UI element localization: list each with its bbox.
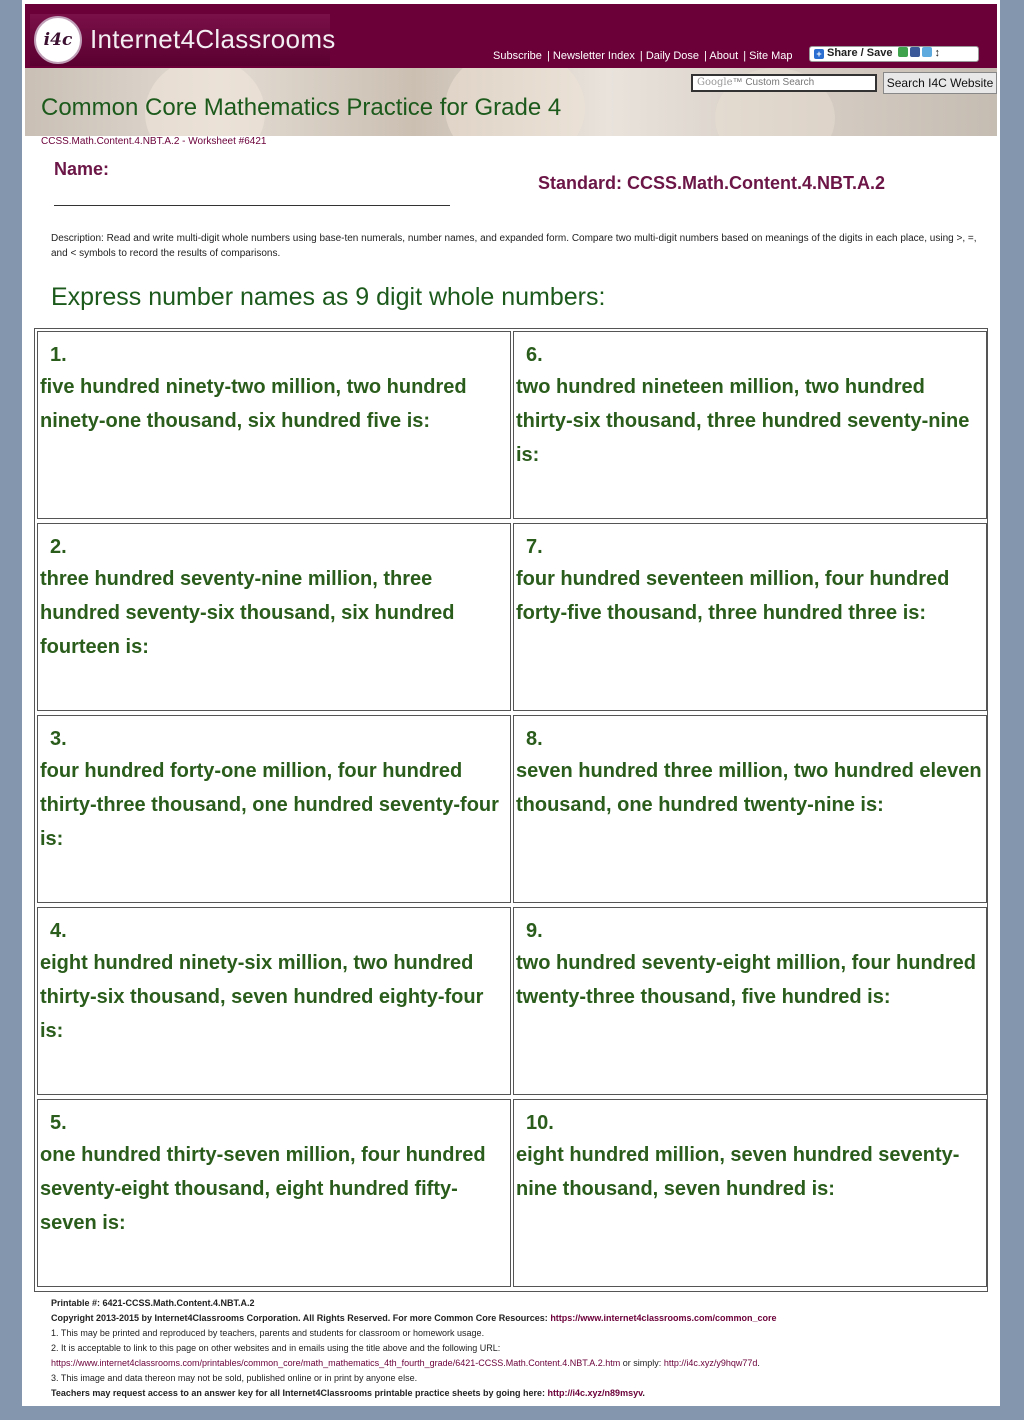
- site-header: [25, 4, 997, 68]
- problem-text: seven hundred three million, two hundred eleven thousand, one hundred twenty-nine is:: [516, 760, 982, 816]
- worksheet-url-link[interactable]: https://www.internet4classrooms.com/printables/common_core/math_mathematics_4th_fourth_grade/6421-CCSS.Math.Content.4.NBT.A.2.htm: [51, 1358, 621, 1368]
- answer-key-text: Teachers may request access to an answer key for all Internet4Classrooms printable practice sheets by going here:: [51, 1388, 546, 1398]
- problem-number: 9.: [526, 920, 543, 942]
- printable-id: Printable #: 6421-CCSS.Math.Content.4.NBT.A.2: [51, 1298, 255, 1308]
- problem-cell: [513, 523, 987, 711]
- share-save-button[interactable]: + Share / Save ↕: [809, 46, 979, 62]
- answer-key-link[interactable]: http://i4c.xyz/n89msyv: [547, 1388, 643, 1398]
- problem-text: four hundred forty-one million, four hundred thirty-three thousand, one hundred seventy-four is:: [40, 760, 499, 850]
- footer-note-3: 3. This image and data thereon may not be sold, published online or in print by anyone else.: [51, 1373, 418, 1383]
- problem-cell: [513, 1099, 987, 1287]
- problem-cell: [513, 907, 987, 1095]
- top-nav: Subscribe | Newsletter Index | Daily Dose | About | Site Map: [493, 50, 793, 62]
- problem-number: 4.: [50, 920, 67, 942]
- instructions: Express number names as 9 digit whole numbers:: [51, 283, 606, 311]
- problem-cell: [37, 331, 511, 519]
- name-line: [54, 205, 450, 206]
- problem-text: three hundred seventy-nine million, three hundred seventy-six thousand, six hundred fourteen is:: [40, 568, 455, 658]
- short-url-link[interactable]: http://i4c.xyz/y9hqw77d: [663, 1358, 758, 1368]
- email-share-icon: [898, 47, 908, 57]
- problem-text: eight hundred ninety-six million, two hundred thirty-six thousand, seven hundred eighty-four is:: [40, 952, 484, 1042]
- worksheet-page: [22, 0, 1000, 1406]
- problem-number: 5.: [50, 1112, 67, 1134]
- nav-newsletter-index[interactable]: Newsletter Index: [552, 50, 635, 62]
- problem-text: two hundred seventy-eight million, four hundred twenty-three thousand, five hundred is:: [516, 952, 976, 1008]
- problem-number: 1.: [50, 344, 67, 366]
- facebook-icon: [910, 47, 920, 57]
- problem-number: 3.: [50, 728, 67, 750]
- nav-about[interactable]: About: [709, 50, 739, 62]
- nav-daily-dose[interactable]: Daily Dose: [645, 50, 700, 62]
- problem-number: 7.: [526, 536, 543, 558]
- description: Description: Read and write multi-digit whole numbers using base-ten numerals, number names, and expanded form. Compare two multi-digit numbers based on meanings of the digits in each place, using >, =, and < symbols to record the results of comparisons.: [51, 233, 977, 259]
- logo-text: Internet4Classrooms: [90, 24, 336, 54]
- common-core-link[interactable]: https://www.internet4classrooms.com/common_core: [550, 1313, 777, 1323]
- problem-grid: [34, 328, 988, 1292]
- breadcrumb: CCSS.Math.Content.4.NBT.A.2 - Worksheet #6421: [41, 136, 267, 147]
- chevron-updown-icon: ↕: [934, 47, 940, 59]
- footer-note-1: 1. This may be printed and reproduced by teachers, parents and students for classroom or homework usage.: [51, 1328, 485, 1338]
- page-title: Common Core Mathematics Practice for Grade 4: [41, 94, 562, 121]
- problem-cell: [513, 715, 987, 903]
- problem-number: 2.: [50, 536, 67, 558]
- problem-cell: [37, 1099, 511, 1287]
- name-label: Name:: [54, 159, 110, 179]
- footer-note-2: 2. It is acceptable to link to this page on other websites and in emails using the title above and the following URL:: [51, 1343, 501, 1353]
- footer: Printable #: 6421-CCSS.Math.Content.4.NBT.A.2 Copyright 2013-2015 by Internet4Classrooms Corporation. All Rights Reserved. For more Common Core Resources: https://www.internet4classrooms.com/common_core 1. This may be printed and reproduced by teachers, parents and students for classroom or homework usage. 2. It is acceptable to link to this page on other websites and in emails using the title above and the following URL: https://www.internet4classrooms.com/printables/common_core/math_mathematics_4th_fourth_grade/6421-CCSS.Math.Content.4.NBT.A.2.htm or simply: http://i4c.xyz/y9hqw77d. 3. This image and data thereon may not be sold, published online or in print by anyone else. Teachers may request access to an answer key for all Internet4Classrooms printable practice sheets by going here: http://i4c.xyz/n89msyv.: [51, 1298, 777, 1398]
- problem-text: two hundred nineteen million, two hundred thirty-six thousand, three hundred seventy-nine is:: [516, 376, 970, 466]
- site-logo[interactable]: [30, 14, 336, 66]
- problem-number: 8.: [526, 728, 543, 750]
- search-button[interactable]: Search I4C Website: [883, 72, 997, 94]
- problem-number: 6.: [526, 344, 543, 366]
- nav-subscribe[interactable]: Subscribe: [493, 50, 542, 62]
- copyright: Copyright 2013-2015 by Internet4Classrooms Corporation. All Rights Reserved. For more Common Core Resources:: [51, 1313, 548, 1323]
- standard-label: Standard: CCSS.Math.Content.4.NBT.A.2: [538, 173, 886, 193]
- problem-cell: [37, 523, 511, 711]
- problem-cell: [37, 907, 511, 1095]
- plus-icon: +: [814, 49, 824, 59]
- banner: [25, 68, 997, 136]
- problem-cell: [513, 331, 987, 519]
- problem-number: 10.: [526, 1112, 554, 1134]
- problem-text: four hundred seventeen million, four hundred forty-five thousand, three hundred three is:: [516, 568, 950, 624]
- problem-text: one hundred thirty-seven million, four hundred seventy-eight thousand, eight hundred fifty-seven is:: [40, 1144, 486, 1234]
- problem-text: five hundred ninety-two million, two hundred ninety-one thousand, six hundred five is:: [40, 376, 467, 432]
- problem-text: eight hundred million, seven hundred seventy-nine thousand, seven hundred is:: [516, 1144, 960, 1200]
- twitter-icon: [922, 47, 932, 57]
- i4c-logo-icon: i4c: [34, 16, 82, 64]
- problem-cell: [37, 715, 511, 903]
- nav-site-map[interactable]: Site Map: [749, 50, 793, 62]
- search-input[interactable]: Google™ Custom Search: [691, 74, 877, 92]
